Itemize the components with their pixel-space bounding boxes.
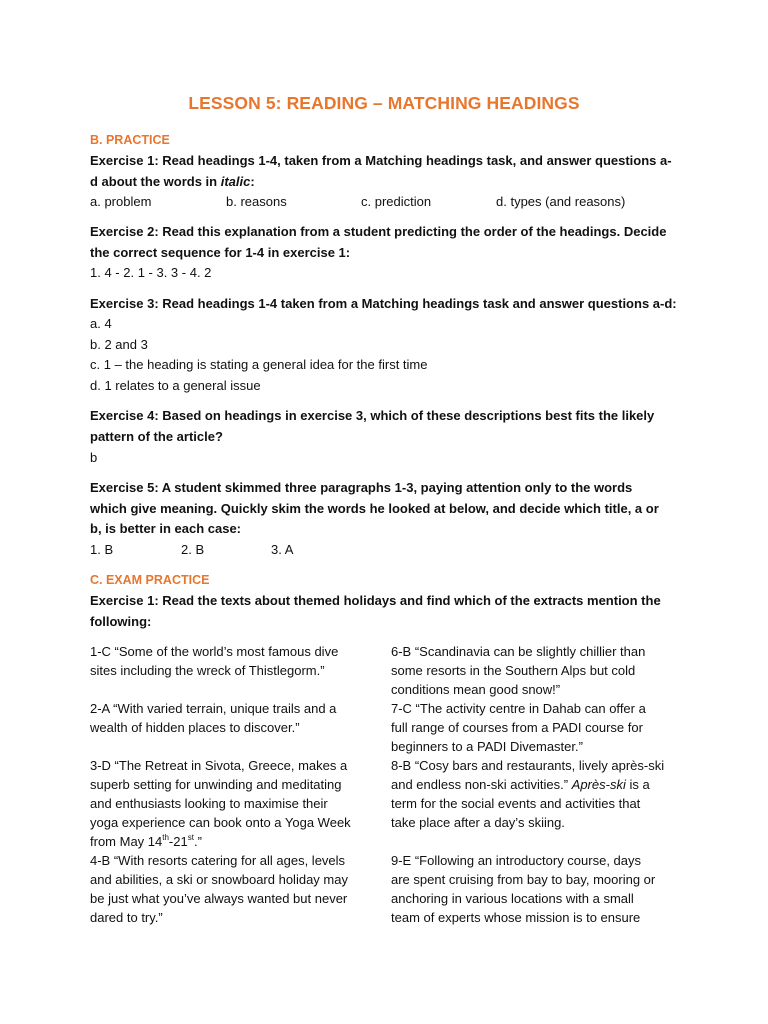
exercise-2-question: Exercise 2: Read this explanation from a student predicting the order of the headings. Decide the correct sequence for 1-4 in exercise 1: [90,224,667,260]
answer-item: 3. A [271,542,294,557]
left-column [90,642,375,942]
exercise-3-question: Exercise 3: Read headings 1-4 taken from a Matching headings task and answer questions a-d: [90,296,677,311]
exercise-5-answers [90,540,680,561]
answer-item: d. types (and reasons) [496,194,626,209]
answer-item: a. problem [90,194,152,209]
extract-item: 2-A “With varied terrain, unique trails and a wealth of hidden places to discover.” [90,701,337,735]
section-heading-practice: B. PRACTICE [90,133,170,147]
page-title: LESSON 5: READING – MATCHING HEADINGS [188,93,580,113]
answer-item: b. reasons [226,194,287,209]
section-heading-exam-practice: C. EXAM PRACTICE [90,573,210,587]
exercise-1-answers [90,192,680,213]
right-column [391,642,676,942]
extract-item: 4-B “With resorts catering for all ages, levels and abilities, a ski or snowboard holiday may be just what you’ve always wanted but never dared to try.” [90,853,348,925]
answer-item: 1. B [90,542,114,557]
extract-item: 6-B “Scandinavia can be slightly chillier than some resorts in the Southern Alps but cold conditions mean good snow!” [391,644,646,697]
exercise-4-question: Exercise 4: Based on headings in exercise 3, which of these descriptions best fits the likely pattern of the article? [90,408,655,444]
exercise-1-question: Exercise 1: Read headings 1-4, taken from a Matching headings task, and answer questions a- d about the words in italic: [90,153,672,189]
answer-item: 2. B [181,542,205,557]
answer-item: d. 1 relates to a general issue [90,377,261,393]
exam-exercise-1-question: Exercise 1: Read the texts about themed holidays and find which of the extracts mention the following: [90,593,661,629]
answer-item: c. 1 – the heading is stating a general idea for the first time [90,357,428,372]
extract-item: 1-C “Some of the world’s most famous dive sites including the wreck of Thistlegorm.” [90,644,339,678]
answer-item: b. 2 and 3 [90,336,148,352]
extract-item: 3-D “The Retreat in Sivota, Greece, makes a superb setting for unwinding and meditating and enthusiasts looking to maximise their yoga experience can book onto a Yoga Week from May 14th-21st.” [90,758,351,849]
exercise-4-answer: b [90,450,98,465]
exercise-2-answer: 1. 4 - 2. 1 - 3. 3 - 4. 2 [90,265,212,280]
answer-item: c. prediction [361,194,432,209]
extract-item: 7-C “The activity centre in Dahab can offer a full range of courses from a PADI course for beginners to a PADI Divemaster.” [391,701,646,754]
extract-item: 8-B “Cosy bars and restaurants, lively après-ski and endless non-ski activities.” Après-ski is a term for the social events and activities that take place after a day’s skiing. [391,758,665,830]
exercise-5-question: Exercise 5: A student skimmed three paragraphs 1-3, paying attention only to the words which give meaning. Quickly skim the words he looked at below, and decide which title, a or b, is better in each case: [90,480,659,536]
extract-item: 9-E “Following an introductory course, days are spent cruising from bay to bay, mooring or anchoring in various locations with a small team of experts whose mission is to ensure [391,853,656,925]
exercise-3-answers [90,314,427,396]
answer-item: a. 4 [90,316,112,331]
